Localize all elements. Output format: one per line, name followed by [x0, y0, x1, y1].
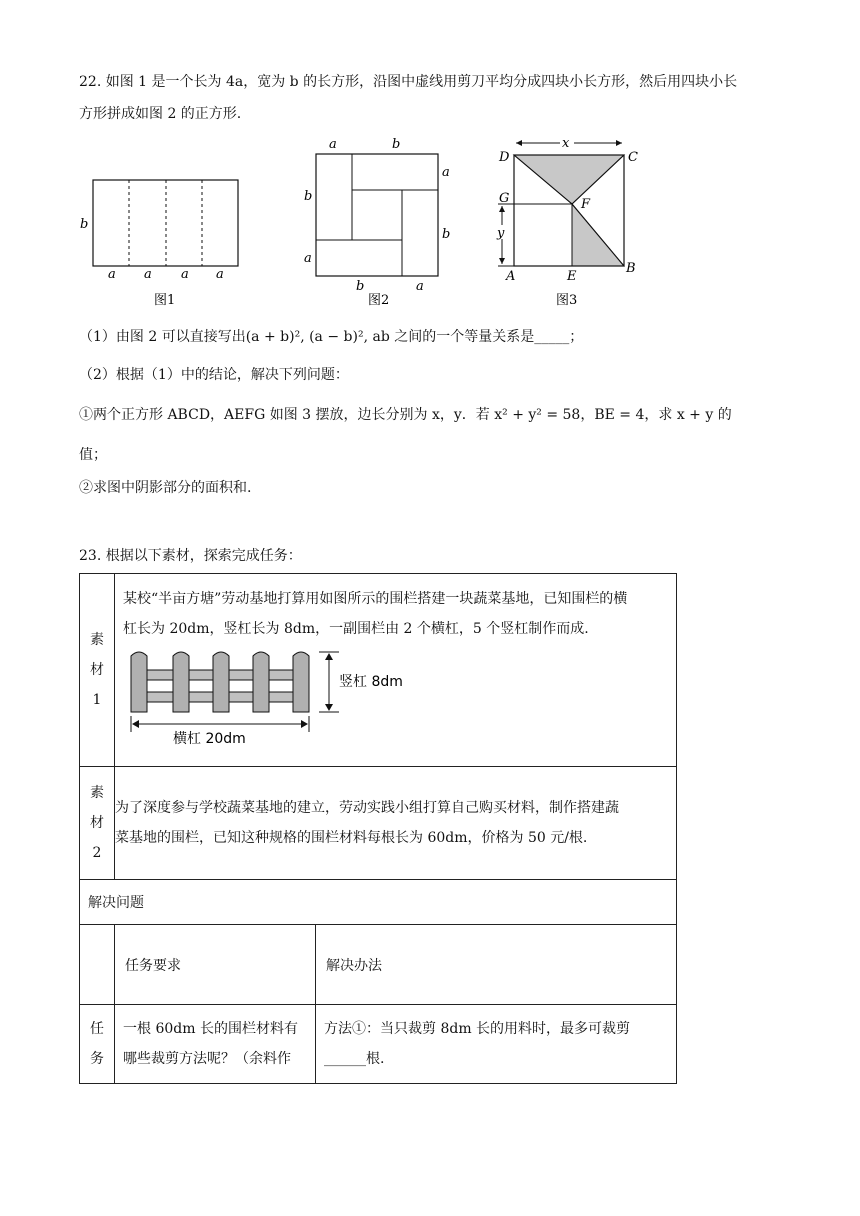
fig1-bottom-label-2: a	[144, 267, 152, 282]
fig3-vertex-b: B	[626, 261, 636, 276]
fig2-outer-square	[316, 154, 438, 276]
fig3-vertex-d: D	[499, 150, 510, 165]
q22-part1: （1）由图 2 可以直接写出(a + b)², (a − b)², ab 之间的一个等量关系是_____；	[79, 329, 584, 345]
fig3-square-aefg	[514, 204, 572, 266]
fig1-bottom-label-3: a	[181, 267, 189, 282]
solve-header: 解决问题	[80, 880, 677, 925]
material-2-content	[115, 767, 677, 880]
fig2-right-a: a	[442, 165, 450, 180]
fence-horizontal-label: 横杠 20dm	[173, 731, 246, 746]
q22-part2: （2）根据（1）中的结论，解决下列问题：	[79, 367, 349, 383]
fig1-bottom-label-4: a	[216, 267, 224, 282]
fig1-side-label: b	[80, 217, 89, 232]
material-1-content	[115, 574, 677, 767]
material-1-text-1: 某校“半亩方塘”劳动基地打算用如图所示的围栏搭建一块蔬菜基地，已知围栏的横	[123, 591, 628, 607]
fig3-shade-top	[514, 155, 624, 204]
fig2-left-b: b	[304, 189, 313, 204]
q22-item1b: 值；	[79, 447, 107, 463]
fig1-caption: 图1	[154, 293, 176, 308]
method-text-2: ______根.	[324, 1051, 385, 1067]
fence-post-1	[131, 652, 147, 712]
fig3-vertex-c: C	[628, 150, 638, 165]
q23-intro: 23. 根据以下素材，探索完成任务：	[79, 548, 302, 564]
task-method	[316, 1005, 677, 1084]
fig3-caption: 图3	[556, 293, 578, 308]
material-2-text-1: 为了深度参与学校蔬菜基地的建立，劳动实践小组打算自己购买材料，制作搭建蔬	[115, 800, 619, 816]
solve-header-row	[80, 880, 677, 925]
fig2-bottom-a: a	[416, 279, 424, 294]
fence-post-2	[173, 652, 189, 712]
task-text-1: 一根 60dm 长的围栏材料有	[123, 1021, 298, 1037]
fig3-vertex-e: E	[567, 269, 577, 284]
column-header-row	[80, 925, 677, 1005]
fence-post-3	[213, 652, 229, 712]
figure-1	[80, 180, 238, 308]
column-header-empty	[80, 925, 115, 1005]
fig2-right-b: b	[442, 227, 451, 242]
material-1-text-2: 杠长为 20dm，竖杠长为 8dm，一副围栏由 2 个横杠，5 个竖杠制作而成.	[123, 621, 589, 637]
fig3-vertex-f: F	[581, 197, 591, 212]
figure-2	[304, 137, 450, 308]
fence-vertical-label: 竖杠 8dm	[339, 674, 403, 690]
fig2-caption: 图2	[368, 293, 390, 308]
task-row	[80, 1005, 677, 1084]
fig3-vertex-g: G	[499, 191, 510, 206]
fence-post-5	[293, 652, 309, 712]
task-requirement	[115, 1005, 316, 1084]
fig2-top-a: a	[329, 137, 337, 152]
column-task: 任务要求	[115, 925, 316, 1005]
task-text-2: 哪些裁剪方法呢？（余料作	[123, 1051, 291, 1067]
material-2-label: 素 材 2	[80, 767, 115, 880]
fig2-left-a: a	[304, 251, 312, 266]
q22-item1: ①两个正方形 ABCD，AEFG 如图 3 摆放，边长分别为 x，y．若 x² + y² = 58，BE = 4，求 x + y 的	[79, 407, 732, 423]
fig3-y-label: y	[497, 226, 505, 241]
fig2-bottom-b: b	[356, 279, 365, 294]
material-1-label: 素 材 1	[80, 574, 115, 767]
fig2-top-b: b	[392, 137, 401, 152]
fig1-bottom-label-1: a	[108, 267, 116, 282]
material-2-row	[80, 767, 677, 880]
q22-line1: 22. 如图 1 是一个长为 4a，宽为 b 的长方形，沿图中虚线用剪刀平均分成四块小长方形，然后用四块小长	[79, 74, 738, 90]
fence-diagram	[123, 648, 453, 746]
column-method: 解决办法	[316, 925, 677, 1005]
q22-figures	[70, 132, 670, 312]
material-2-text-2: 菜基地的围栏，已知这种规格的围栏材料每根长为 60dm，价格为 50 元/根.	[115, 830, 588, 846]
fence-post-4	[253, 652, 269, 712]
q22-item2: ②求图中阴影部分的面积和.	[79, 480, 252, 496]
method-text-1: 方法①：当只裁剪 8dm 长的用料时，最多可裁剪	[324, 1021, 631, 1037]
material-1-row	[80, 574, 677, 767]
fig3-vertex-a: A	[506, 269, 516, 284]
q22-line2: 方形拼成如图 2 的正方形.	[79, 106, 242, 122]
q23-table	[79, 573, 677, 1084]
figure-3	[495, 136, 638, 308]
fig3-x-label: x	[562, 136, 570, 151]
task-label: 任 务	[80, 1005, 115, 1084]
